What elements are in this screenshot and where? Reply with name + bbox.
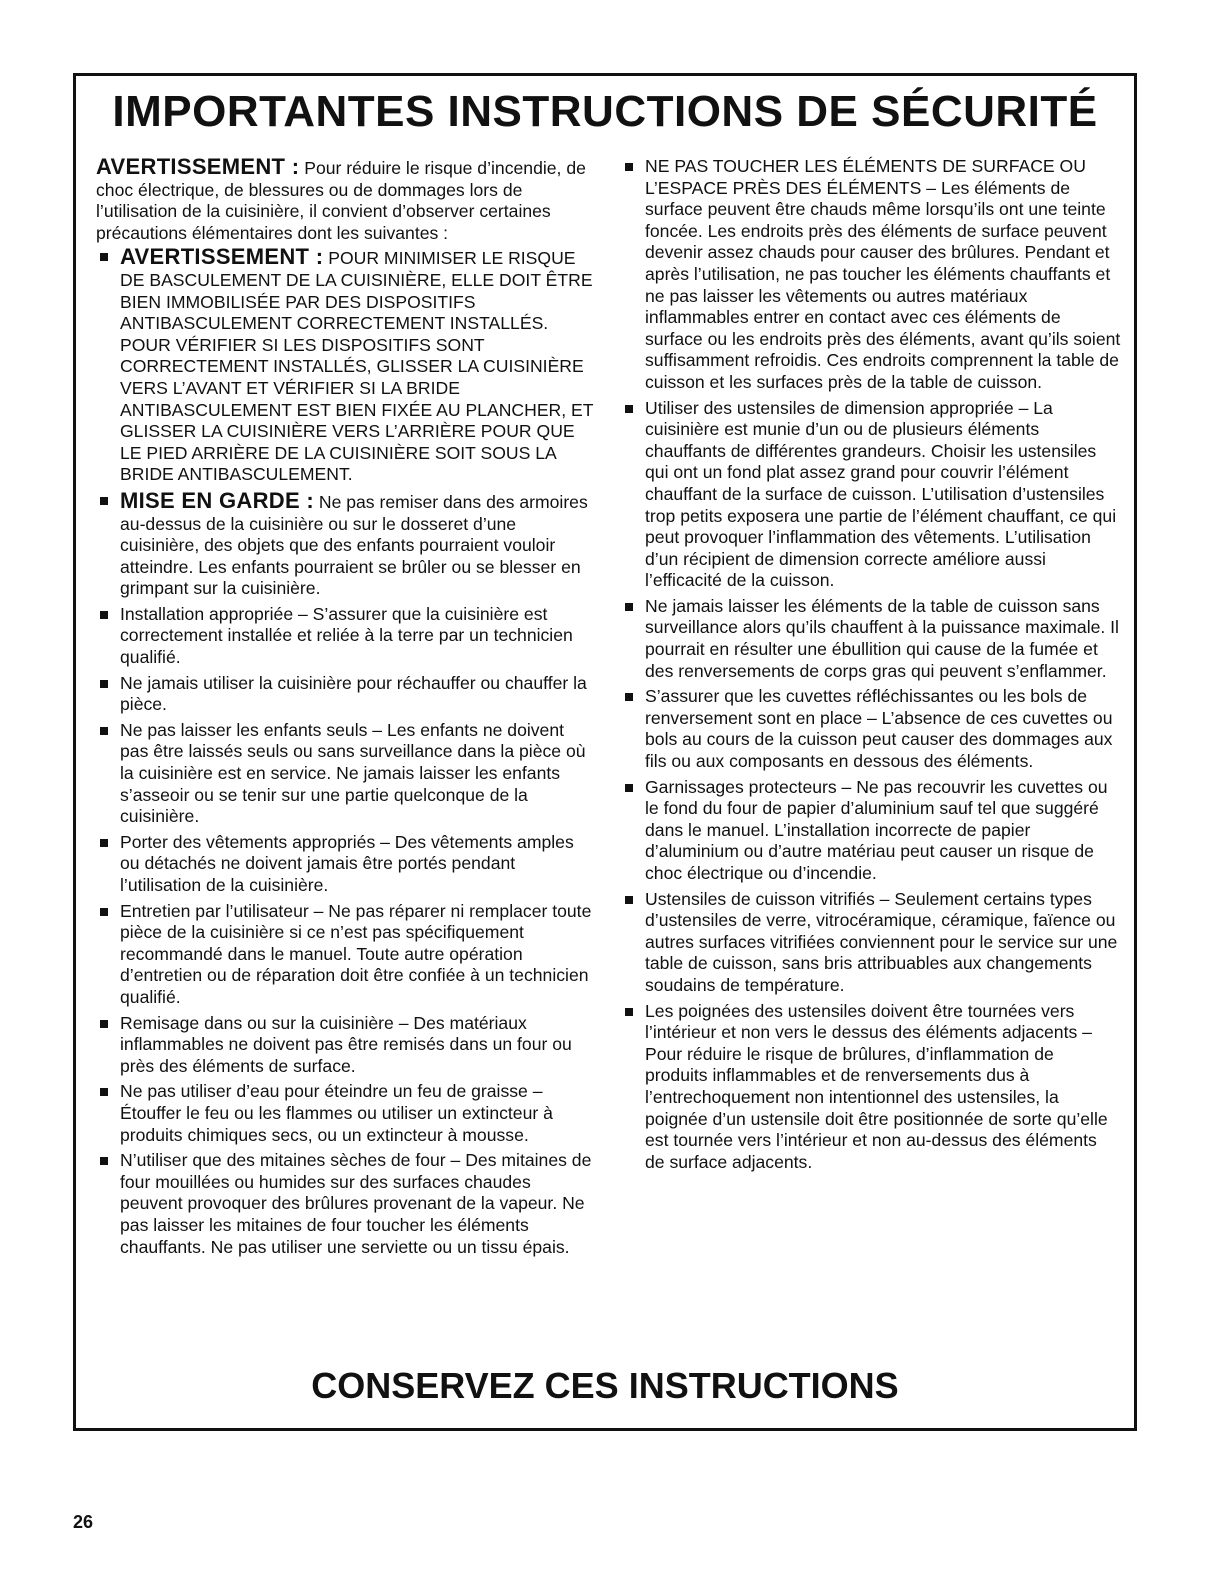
intro-keyword: AVERTISSEMENT :: [96, 154, 300, 179]
bullet-icon: [100, 611, 108, 619]
item-text: Utiliser des ustensiles de dimension appropriée – La cuisinière est munie d’un ou de plusieurs éléments chauffants de différentes grandeurs. Choisir les ustensiles qui ont un fond plat assez grand pour couvrir l’élément chauffant de la surface de cuisson. L’utilisation d’ustensiles trop petits exposera une partie de l’élément chauffant, ce qui peut provoquer l’inflammation des vêtements. L’utilisation d’un récipient de dimension correcte améliore aussi l’efficacité de la cuisson.: [645, 397, 1117, 591]
item-text: Ne pas utiliser d’eau pour éteindre un feu de graisse – Étouffer le feu ou les flammes ou utiliser un extincteur à produits chimiques secs, ou un extincteur à mousse.: [120, 1081, 553, 1145]
bullet-icon: [625, 405, 633, 413]
list-item: [621, 686, 1121, 772]
bullet-icon: [625, 896, 633, 904]
list-item: [96, 901, 596, 1009]
intro-text: Pour réduire le risque d’incendie, de choc électrique, de blessures ou de dommages lors de l’utilisation de la cuisinière, il convient d’observer certaines précautions élémentaires dont les suivantes :: [96, 158, 586, 243]
item-text: Entretien par l’utilisateur – Ne pas réparer ni remplacer toute pièce de la cuisinière si ce n’est pas spécifiquement recommandé dans le manuel. Toute autre opération d’entretien ou de réparation doit être confiée à un technicien qualifié.: [120, 900, 592, 1007]
bullet-icon: [625, 693, 633, 701]
item-text: Garnissages protecteurs – Ne pas recouvrir les cuvettes ou le fond du four de papier d’aluminium sauf tel que suggéré dans le manuel. L’installation incorrecte de papier d’aluminium ou d’autre matériau peut causer un risque de choc électrique ou d’incendie.: [645, 776, 1108, 883]
bullet-icon: [100, 1020, 108, 1028]
list-item: [621, 889, 1121, 997]
item-text: Les poignées des ustensiles doivent être tournées vers l’intérieur et non vers le dessus des éléments adjacents – Pour réduire le risque de brûlures, d’inflammation de produits inflammables et de renversements dus à l’entrechoquement non intentionnel des ustensiles, la poignée d’un ustensile doit être positionnée de sorte qu’elle est tournée vers l’intérieur et non au-dessus des éléments de surface adjacents.: [645, 1000, 1108, 1172]
list-item: [96, 487, 596, 600]
item-text: S’assurer que les cuvettes réfléchissantes ou les bols de renversement sont en place – L’absence de ces cuvettes ou bols au cours de la cuisson peut causer des dommages aux fils ou aux composants en dessous des éléments.: [645, 686, 1113, 772]
list-item: [96, 832, 596, 897]
list-item: [96, 1013, 596, 1078]
bullet-icon: [100, 839, 108, 847]
item-text: Installation appropriée – S’assurer que la cuisinière est correctement installée et reliée à la terre par un technicien qualifié.: [120, 603, 573, 668]
item-keyword: MISE EN GARDE :: [120, 487, 314, 513]
item-text: POUR MINIMISER LE RISQUE DE BASCULEMENT DE LA CUISINIÈRE, ELLE DOIT ÊTRE BIEN IMMOBILISÉE PAR DES DISPOSITIFS ANTIBASCULEMENT CORRECTEMENT INSTALLÉS. POUR VÉRIFIER SI LES DISPOSITIFS SONT CORRECTEMENT INSTALLÉS, GLISSER LA CUISINIÈRE VERS L’AVANT ET VÉRIFIER SI LA BRIDE ANTIBASCULEMENT EST BIEN FIXÉE AU PLANCHER, ET GLISSER LA CUISINIÈRE VERS L’ARRIÈRE POUR QUE LE PIED ARRIÈRE DE LA CUISINIÈRE SOIT SOUS LA BRIDE ANTIBASCULEMENT.: [120, 248, 594, 485]
left-column: [96, 156, 596, 1262]
list-item: [621, 1001, 1121, 1174]
page-number: 26: [73, 1512, 94, 1532]
right-list: [621, 156, 1121, 1173]
item-text: Ne jamais utiliser la cuisinière pour réchauffer ou chauffer la pièce.: [120, 672, 587, 715]
item-text: Ne pas remiser dans des armoires au-dessus de la cuisinière ou sur le dosseret d’une cuisinière, des objets que des enfants pourraient vouloir atteindre. Les enfants pourraient se brûler ou se blesser en grimpant sur la cuisinière.: [120, 491, 588, 599]
bullet-icon: [100, 253, 108, 261]
page-title: IMPORTANTES INSTRUCTIONS DE SÉCURITÉ: [112, 87, 1098, 136]
bullet-icon: [100, 1088, 108, 1096]
item-text: N’utiliser que des mitaines sèches de four – Des mitaines de four mouillées ou humides sur des surfaces chaudes peuvent provoquer des brûlures provenant de la vapeur. Ne pas laisser les mitaines de four toucher les éléments chauffants. Ne pas utiliser une serviette ou un tissu épais.: [120, 1150, 592, 1257]
list-item: [96, 604, 596, 669]
bullet-icon: [625, 784, 633, 792]
list-item: [621, 596, 1121, 682]
list-item: [96, 1081, 596, 1146]
item-text: Ustensiles de cuisson vitrifiés – Seulement certains types d’ustensiles de verre, vitrocéramique, céramique, faïence ou autres surfaces vitrifiées conviennent pour le service sur une table de cuisson, sans bris attribuables aux changements soudains de température.: [645, 888, 1118, 995]
bullet-icon: [100, 497, 108, 505]
list-item: [621, 777, 1121, 885]
bullet-icon: [100, 727, 108, 735]
list-item: [96, 673, 596, 716]
intro-paragraph: [96, 156, 596, 244]
footer-title: CONSERVEZ CES INSTRUCTIONS: [311, 1365, 899, 1407]
bullet-icon: [100, 1157, 108, 1165]
bullet-icon: [625, 1008, 633, 1016]
item-text: NE PAS TOUCHER LES ÉLÉMENTS DE SURFACE OU L’ESPACE PRÈS DES ÉLÉMENTS – Les éléments de surface peuvent être chauds même lorsqu’ils ont une teinte foncée. Les endroits près des éléments de surface peuvent devenir assez chauds pour causer des brûlures. Pendant et après l’utilisation, ne pas toucher les éléments chauffants et ne pas laisser les vêtements ou autres matériaux inflammables entrer en contact avec ces éléments de surface ou les endroits près des éléments, avant qu’ils soient suffisamment refroidis. Ces endroits comprennent la table de cuisson et les surfaces près de la table de cuisson.: [645, 156, 1121, 392]
safety-instructions-box: [73, 73, 1137, 1431]
bullet-icon: [100, 680, 108, 688]
right-column: [621, 156, 1121, 1177]
item-text: Porter des vêtements appropriés – Des vêtements amples ou détachés ne doivent jamais être portés pendant l’utilisation de la cuisinière.: [120, 831, 574, 895]
list-item: [96, 720, 596, 828]
bullet-icon: [625, 603, 633, 611]
left-list: [96, 246, 596, 1258]
list-item: [621, 156, 1121, 394]
item-keyword: AVERTISSEMENT :: [120, 244, 324, 270]
bullet-icon: [100, 908, 108, 916]
item-text: Ne pas laisser les enfants seuls – Les enfants ne doivent pas être laissés seuls ou sans surveillance dans la pièce où la cuisinière est en service. Ne jamais laisser les enfants s’asseoir ou se tenir sur une partie quelconque de la cuisinière.: [120, 719, 586, 827]
list-item: [96, 246, 596, 486]
bullet-icon: [625, 163, 633, 171]
list-item: [621, 398, 1121, 592]
list-item: [96, 1150, 596, 1258]
item-text: Remisage dans ou sur la cuisinière – Des matériaux inflammables ne doivent pas être remisés dans un four ou près des éléments de surface.: [120, 1012, 572, 1076]
item-text: Ne jamais laisser les éléments de la table de cuisson sans surveillance alors qu’ils chauffent à la puissance maximale. Il pourrait en résulter une ébullition qui cause de la fumée et des renversements de corps gras qui peuvent s’enflammer.: [645, 595, 1119, 681]
